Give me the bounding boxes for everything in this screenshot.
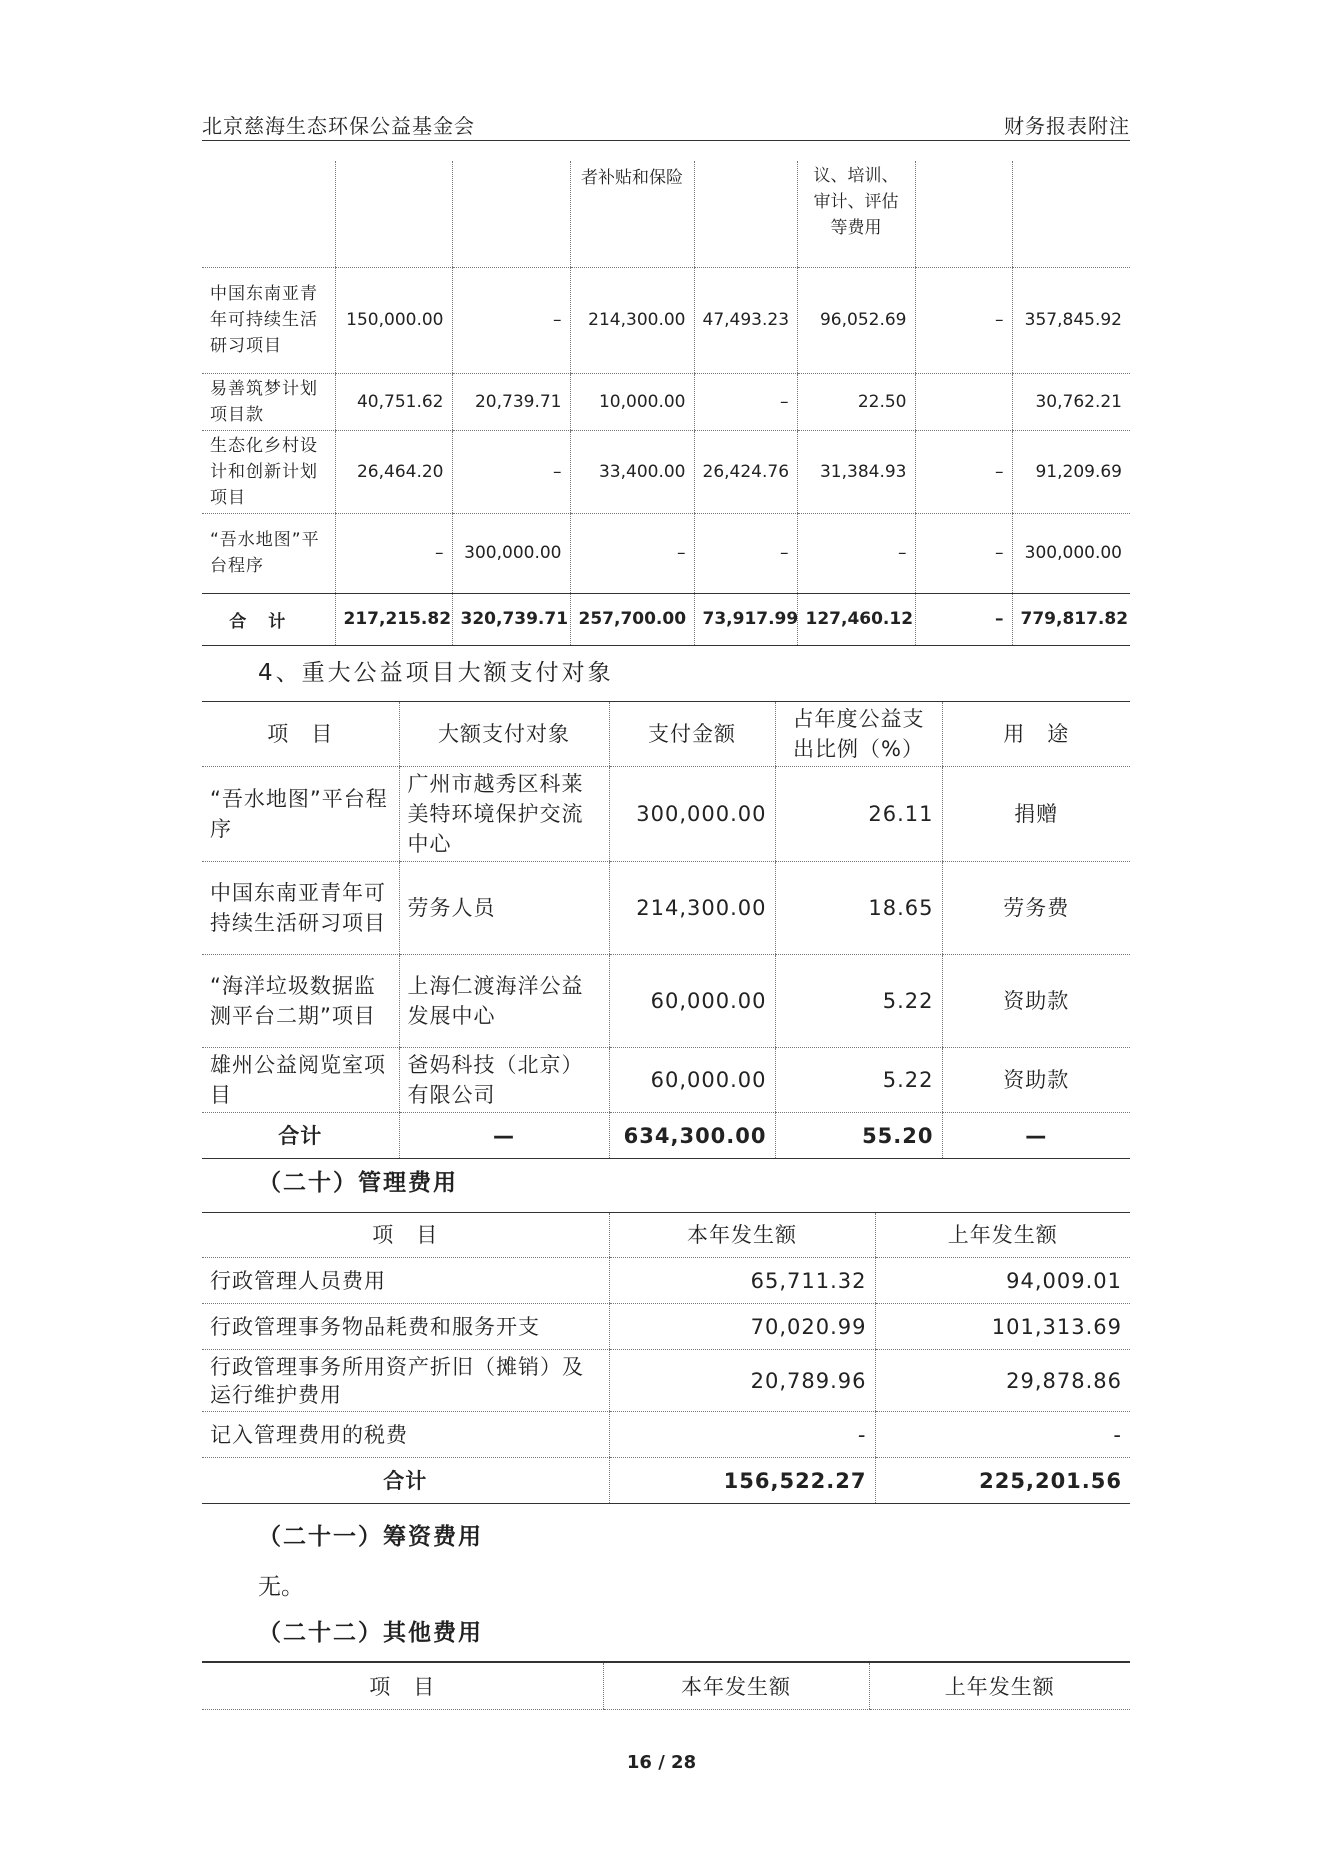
section-heading: 4、重大公益项目大额支付对象 bbox=[258, 660, 614, 686]
cell: 217,215.82 bbox=[335, 593, 452, 645]
cell: 320,739.71 bbox=[452, 593, 570, 645]
cell: 26.11 bbox=[775, 767, 942, 862]
cell: — bbox=[942, 1113, 1130, 1159]
total-row bbox=[202, 1458, 1130, 1504]
cell: 29,878.86 bbox=[875, 1350, 1130, 1412]
cell: 40,751.62 bbox=[335, 373, 452, 430]
cell: 行政管理事务物品耗费和服务开支 bbox=[202, 1304, 609, 1350]
cell: 行政管理事务所用资产折旧（摊销）及运行维护费用 bbox=[202, 1350, 609, 1412]
cell: 55.20 bbox=[775, 1113, 942, 1159]
cell: – bbox=[694, 513, 797, 593]
table-row bbox=[202, 1258, 1130, 1304]
project-name: “吾水地图”平台程序 bbox=[202, 513, 335, 593]
column-header: 本年发生额 bbox=[609, 1213, 875, 1258]
total-label: 合计 bbox=[202, 593, 335, 645]
total-row bbox=[202, 593, 1130, 645]
cell: 779,817.82 bbox=[1012, 593, 1130, 645]
project-expense-table bbox=[202, 161, 1130, 646]
cell: 634,300.00 bbox=[609, 1113, 775, 1159]
cell: 214,300.00 bbox=[570, 267, 694, 373]
cell: – bbox=[915, 267, 1012, 373]
cell: 记入管理费用的税费 bbox=[202, 1412, 609, 1458]
project-name: 易善筑梦计划项目款 bbox=[202, 373, 335, 430]
paragraph: 无。 bbox=[258, 1574, 304, 1600]
column-header: 上年发生额 bbox=[875, 1213, 1130, 1258]
cell: 214,300.00 bbox=[609, 862, 775, 955]
total-row bbox=[202, 1113, 1130, 1159]
cell: - bbox=[609, 1412, 875, 1458]
table-row bbox=[202, 513, 1130, 593]
section-heading: （二十）管理费用 bbox=[258, 1170, 458, 1196]
cell: 33,400.00 bbox=[570, 430, 694, 513]
column-header: 项 目 bbox=[202, 1213, 609, 1258]
table-row bbox=[202, 1048, 1130, 1113]
cell: - bbox=[875, 1412, 1130, 1458]
table-header-row bbox=[202, 1662, 1130, 1710]
table-row bbox=[202, 1350, 1130, 1412]
cell: 26,424.76 bbox=[694, 430, 797, 513]
table-row bbox=[202, 862, 1130, 955]
cell: 65,711.32 bbox=[609, 1258, 875, 1304]
cell bbox=[915, 373, 1012, 430]
other-expense-table bbox=[202, 1661, 1130, 1710]
column-header: 本年发生额 bbox=[603, 1662, 869, 1710]
cell: 爸妈科技（北京）有限公司 bbox=[399, 1048, 609, 1113]
table-header-row bbox=[202, 702, 1130, 767]
cell: 70,020.99 bbox=[609, 1304, 875, 1350]
table-row bbox=[202, 955, 1130, 1048]
page-header bbox=[202, 104, 1130, 141]
column-header: 项 目 bbox=[202, 1662, 603, 1710]
table-row bbox=[202, 373, 1130, 430]
cell: 20,789.96 bbox=[609, 1350, 875, 1412]
column-header: 用 途 bbox=[942, 702, 1130, 767]
table-row bbox=[202, 1304, 1130, 1350]
column-header: 上年发生额 bbox=[869, 1662, 1130, 1710]
cell: 96,052.69 bbox=[797, 267, 915, 373]
doc-title: 财务报表附注 bbox=[1004, 114, 1130, 138]
admin-expense-table bbox=[202, 1212, 1130, 1504]
cell: 300,000.00 bbox=[1012, 513, 1130, 593]
cell: – bbox=[452, 430, 570, 513]
cell: – bbox=[570, 513, 694, 593]
cell: 300,000.00 bbox=[609, 767, 775, 862]
cell: – bbox=[915, 513, 1012, 593]
cell: — bbox=[399, 1113, 609, 1159]
cell: 22.50 bbox=[797, 373, 915, 430]
cell: 91,209.69 bbox=[1012, 430, 1130, 513]
table-row bbox=[202, 267, 1130, 373]
cell: 上海仁渡海洋公益发展中心 bbox=[399, 955, 609, 1048]
table-header-row bbox=[202, 1213, 1130, 1258]
cell: 5.22 bbox=[775, 955, 942, 1048]
cell: “吾水地图”平台程序 bbox=[202, 767, 399, 862]
cell: 30,762.21 bbox=[1012, 373, 1130, 430]
large-payment-table bbox=[202, 701, 1130, 1159]
column-header: 支付金额 bbox=[609, 702, 775, 767]
cell: 101,313.69 bbox=[875, 1304, 1130, 1350]
cell: 劳务人员 bbox=[399, 862, 609, 955]
cell: 60,000.00 bbox=[609, 955, 775, 1048]
section-heading: （二十二）其他费用 bbox=[258, 1620, 483, 1646]
cell: 资助款 bbox=[942, 1048, 1130, 1113]
cell: 中国东南亚青年可持续生活研习项目 bbox=[202, 862, 399, 955]
project-name: 中国东南亚青年可持续生活研习项目 bbox=[202, 267, 335, 373]
cell: 26,464.20 bbox=[335, 430, 452, 513]
cell: 156,522.27 bbox=[609, 1458, 875, 1504]
cell: 资助款 bbox=[942, 955, 1130, 1048]
cell: 94,009.01 bbox=[875, 1258, 1130, 1304]
cell: 257,700.00 bbox=[570, 593, 694, 645]
cell: – bbox=[915, 430, 1012, 513]
column-header: 项 目 bbox=[202, 702, 399, 767]
cell: 150,000.00 bbox=[335, 267, 452, 373]
cell: 31,384.93 bbox=[797, 430, 915, 513]
cell: 18.65 bbox=[775, 862, 942, 955]
cell: – bbox=[335, 513, 452, 593]
table-row bbox=[202, 430, 1130, 513]
table-row bbox=[202, 767, 1130, 862]
org-name: 北京慈海生态环保公益基金会 bbox=[202, 114, 475, 138]
cell: 73,917.99 bbox=[694, 593, 797, 645]
project-name: 生态化乡村设计和创新计划项目 bbox=[202, 430, 335, 513]
cell: 357,845.92 bbox=[1012, 267, 1130, 373]
cell: 5.22 bbox=[775, 1048, 942, 1113]
cell: 10,000.00 bbox=[570, 373, 694, 430]
cell: – bbox=[452, 267, 570, 373]
cell: 议、培训、审计、评估等费用 bbox=[797, 161, 915, 267]
cell: 捐赠 bbox=[942, 767, 1130, 862]
cell: 20,739.71 bbox=[452, 373, 570, 430]
cell: – bbox=[694, 373, 797, 430]
total-label: 合计 bbox=[202, 1113, 399, 1159]
column-header: 大额支付对象 bbox=[399, 702, 609, 767]
cell: “海洋垃圾数据监测平台二期”项目 bbox=[202, 955, 399, 1048]
cell: 60,000.00 bbox=[609, 1048, 775, 1113]
cell: – bbox=[797, 513, 915, 593]
cell: 225,201.56 bbox=[875, 1458, 1130, 1504]
cell: 300,000.00 bbox=[452, 513, 570, 593]
table-row bbox=[202, 1412, 1130, 1458]
page-number: 16 / 28 bbox=[626, 1752, 697, 1773]
cell: 劳务费 bbox=[942, 862, 1130, 955]
column-header: 占年度公益支出比例（%） bbox=[775, 702, 942, 767]
cell: 127,460.12 bbox=[797, 593, 915, 645]
cell: 雄州公益阅览室项目 bbox=[202, 1048, 399, 1113]
cell: – bbox=[915, 593, 1012, 645]
section-heading: （二十一）筹资费用 bbox=[258, 1524, 483, 1550]
cell: 广州市越秀区科莱美特环境保护交流中心 bbox=[399, 767, 609, 862]
table-row bbox=[202, 161, 1130, 267]
cell: 行政管理人员费用 bbox=[202, 1258, 609, 1304]
cell: 47,493.23 bbox=[694, 267, 797, 373]
total-label: 合计 bbox=[202, 1458, 609, 1504]
cell: 者补贴和保险 bbox=[570, 161, 694, 267]
